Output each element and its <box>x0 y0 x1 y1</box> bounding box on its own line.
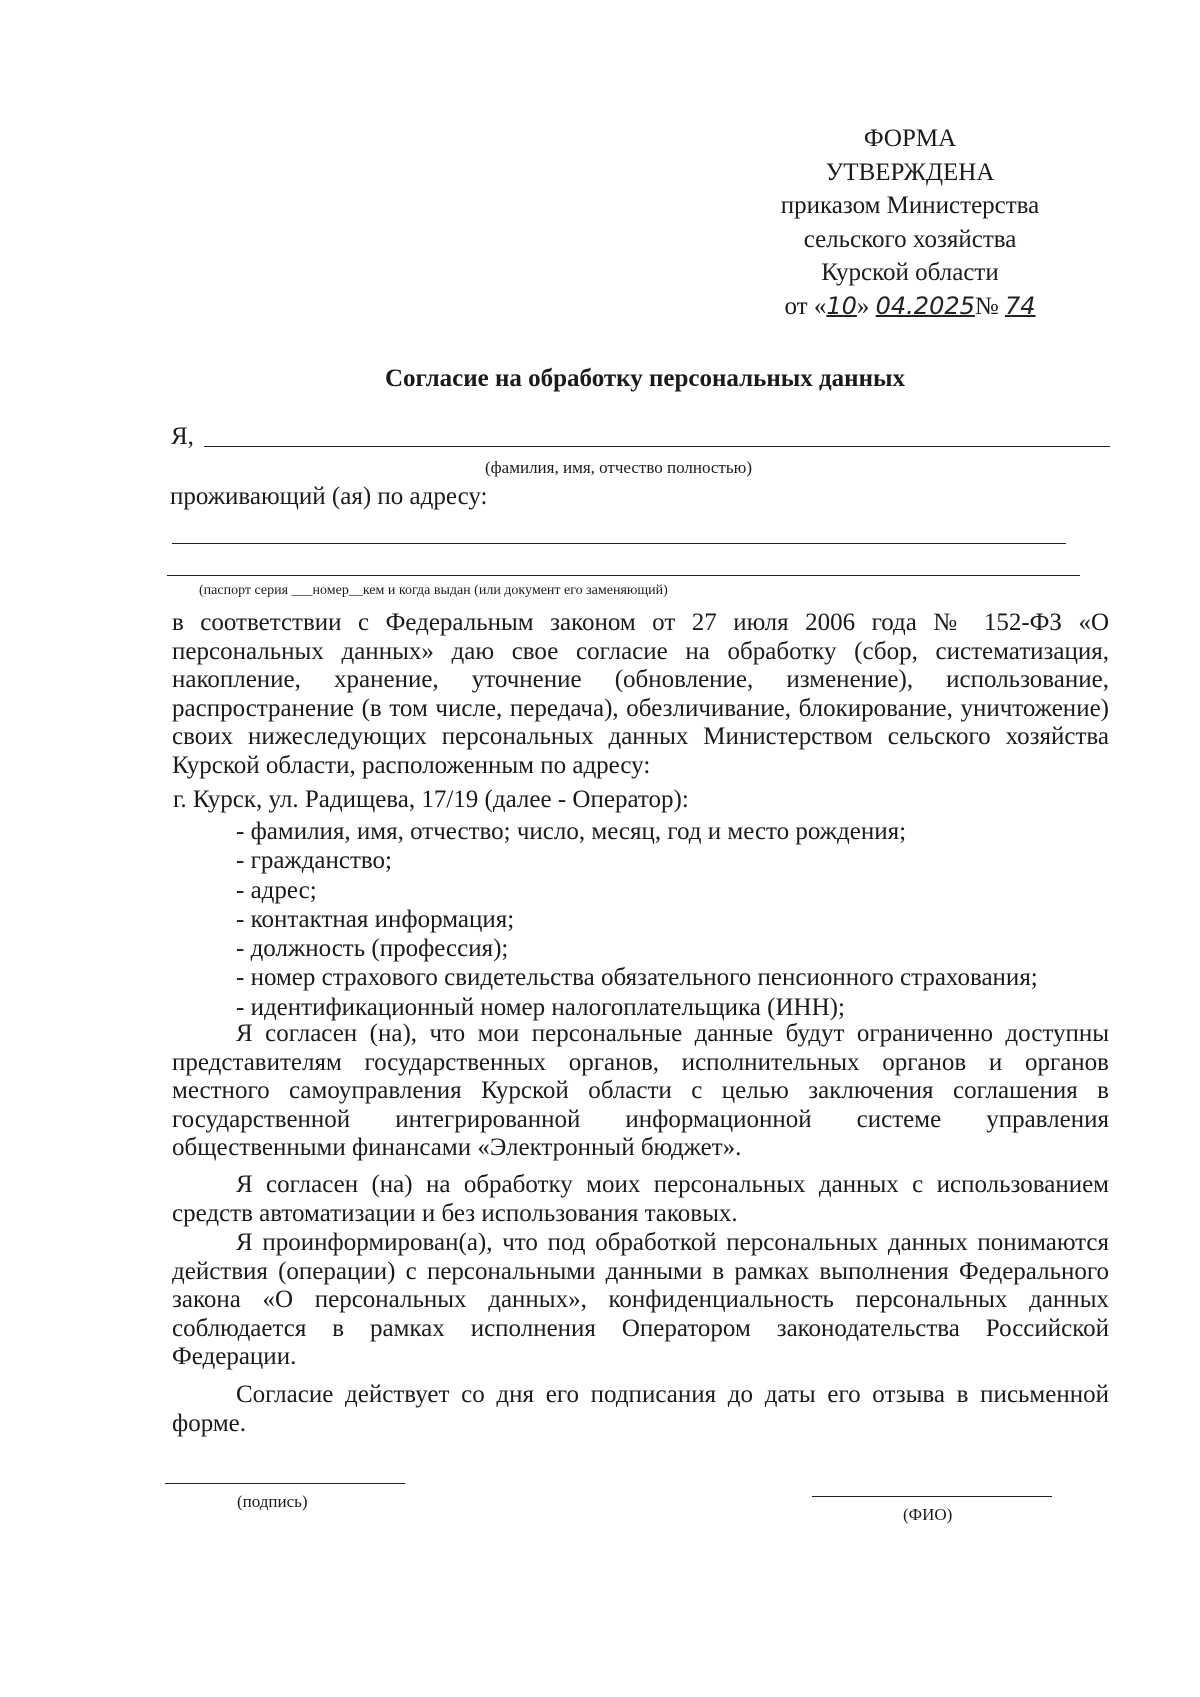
operator-address: г. Курск, ул. Радищева, 17/19 (далее - Оператор): <box>173 786 689 813</box>
address-field-line-1[interactable] <box>172 543 1066 544</box>
approval-date-line <box>740 290 1080 324</box>
validity-paragraph <box>172 1381 1109 1438</box>
passport-caption: (паспорт серия ___номер__кем и когда выдан (или документ его заменяющий) <box>199 583 668 598</box>
fio-field-line[interactable] <box>204 446 1110 447</box>
document-title: Согласие на обработку персональных данных <box>384 365 905 392</box>
automation-paragraph-text: Я согласен (на) на обработку моих персональных данных с использованием средств автоматизации и без использования таковых. <box>172 1171 1109 1227</box>
signature-caption: (подпись) <box>237 1492 308 1511</box>
address-label: проживающий (ая) по адресу: <box>170 483 488 510</box>
approval-region-line: Курской области <box>821 259 999 286</box>
list-item: - идентификационный номер налогоплательщика (ИНН); <box>236 993 845 1021</box>
fio-caption: (фамилия, имя, отчество полностью) <box>485 458 752 477</box>
date-mid: » <box>856 292 870 320</box>
approval-approved-label: УТВЕРЖДЕНА <box>825 158 995 186</box>
informed-paragraph <box>172 1229 1109 1372</box>
personal-data-list <box>236 817 1038 1022</box>
informed-paragraph-text: Я проинформирован(а), что под обработкой персональных данных понимаются действия (операции) с персональными данными в рамках выполнения Федерального закона «О персональных данных», конфиденциальность персональных данных соблюдается в рамках исполнения Оператором законодательства Российской Федерации. <box>172 1229 1109 1371</box>
date-prefix: от « <box>784 292 827 320</box>
fio-prefix: Я, <box>171 423 194 450</box>
consent-main-paragraph: в соответствии с Федеральным законом от 27 июля 2006 года № 152-ФЗ «О персональных данных» даю свое согласие на обработку (сбор, систематизация, накопление, хранение, уточнение (обновление, изменение), использование, распространение (в том числе, передача), обезличивание, блокирование, уничтожение) своих нижеследующих персональных данных Министерством сельского хозяйства Курской области, расположенным по адресу: <box>172 609 1109 779</box>
approval-order-line: приказом Министерства <box>780 192 1040 219</box>
list-item: - фамилия, имя, отчество; число, месяц, год и место рождения; <box>236 818 907 845</box>
handwritten-order-number: 74 <box>1004 291 1036 320</box>
list-item: - контактная информация; <box>236 905 515 933</box>
list-item: - адрес; <box>236 876 317 904</box>
fio-signature-caption: (ФИО) <box>903 1505 953 1524</box>
validity-paragraph-text: Согласие действует со дня его подписания до даты его отзыва в письменной форме. <box>172 1381 1109 1437</box>
handwritten-day: 10 <box>826 291 857 320</box>
handwritten-month-year: 04.2025 <box>875 291 975 320</box>
list-item: - гражданство; <box>236 847 392 875</box>
approval-block <box>740 122 1080 323</box>
number-prefix: № <box>974 292 999 320</box>
access-paragraph <box>172 1020 1109 1163</box>
list-item: - номер страхового свидетельства обязательного пенсионного страхования; <box>236 964 1038 992</box>
access-paragraph-text: Я согласен (на), что мои персональные данные будут ограниченно доступны представителям государственных органов, исполнительных органов и органов местного самоуправления Курской области с целью заключения соглашения в государственной интегрированной информационной системе управления общественными финансами «Электронный бюджет». <box>172 1020 1109 1162</box>
approval-form-label: ФОРМА <box>863 125 957 152</box>
fio-signature-field-line[interactable] <box>812 1496 1052 1497</box>
address-field-line-2[interactable] <box>167 575 1080 576</box>
approval-ministry-line: сельского хозяйства <box>803 225 1017 253</box>
signature-field-line[interactable] <box>165 1483 405 1484</box>
list-item: - должность (профессия); <box>236 935 509 963</box>
automation-paragraph <box>172 1171 1109 1228</box>
